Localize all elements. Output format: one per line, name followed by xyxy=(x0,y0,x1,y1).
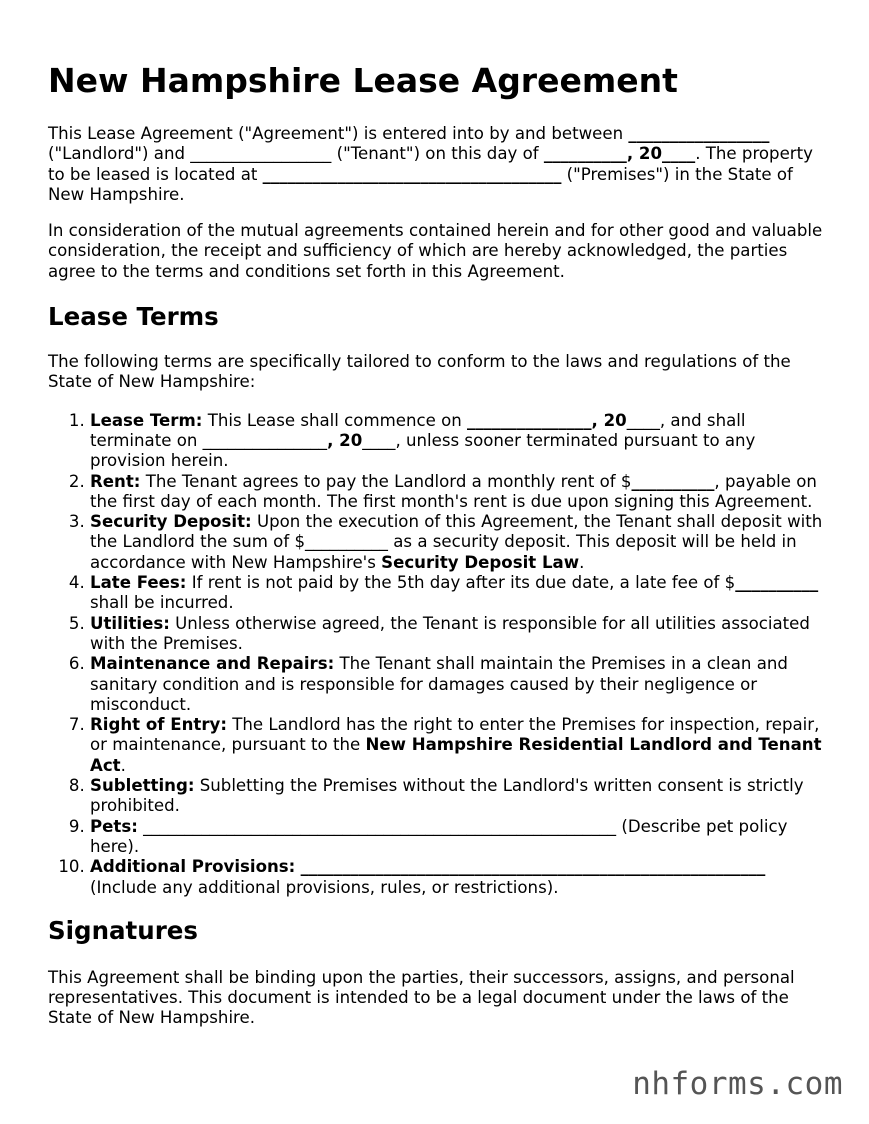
item-label: Utilities: xyxy=(90,613,170,633)
intro-text-2: ("Landlord") and _________________ ("Tenant") on this day of xyxy=(48,144,544,164)
item-text: (Include any additional provisions, rules, or restrictions). xyxy=(90,877,559,897)
date-blank: __________, 20 xyxy=(543,144,663,164)
intro-text-3: . The property to be leased is located at xyxy=(48,144,813,184)
item-label: Right of Entry: xyxy=(90,715,227,735)
item-text: . xyxy=(120,755,126,775)
list-item xyxy=(90,614,823,655)
item-text: The Landlord has the right to enter the Premises for inspection, repair, or maintenance, pursuant to the xyxy=(90,715,820,755)
premises-blank: ____________________________________ xyxy=(262,164,562,184)
list-item xyxy=(90,512,823,573)
list-item xyxy=(90,715,823,776)
item-text: ____, and shall terminate on _______________ xyxy=(90,410,746,450)
item-label: Lease Term: xyxy=(90,410,203,430)
item-label: Security Deposit: xyxy=(90,512,252,532)
item-label: Maintenance and Repairs: xyxy=(90,654,335,674)
item-blank: __________ xyxy=(735,573,819,593)
consideration-paragraph: In consideration of the mutual agreements contained herein and for other good and valuable consideration, the receipt and sufficiency of which are hereby acknowledged, the parties agree to the terms and conditions set forth in this Agreement. xyxy=(48,221,823,281)
item-blank: _______________, 20 xyxy=(467,410,627,430)
item-label: Subletting: xyxy=(90,776,195,796)
item-text: The Tenant shall maintain the Premises in a clean and sanitary condition and is responsible for damages caused by their negligence or misconduct. xyxy=(90,654,788,714)
lease-terms-list xyxy=(48,411,823,898)
list-item xyxy=(90,817,823,858)
item-text: _________________________________________________________ (Describe pet policy here). xyxy=(90,816,788,856)
list-item xyxy=(90,857,823,898)
list-item xyxy=(90,654,823,715)
item-text: Upon the execution of this Agreement, the Tenant shall deposit with the Landlord the sum of $__________ as a security deposit. This deposit will be held in accordance with New Hampshire's xyxy=(90,512,823,572)
lease-terms-lead: The following terms are specifically tailored to conform to the laws and regulations of the State of New Hampshire: xyxy=(48,352,791,392)
item-text: The Tenant agrees to pay the Landlord a monthly rent of $ xyxy=(140,471,632,491)
intro-text-1: This Lease Agreement ("Agreement") is entered into by and between xyxy=(48,124,629,143)
item-label: Pets: xyxy=(90,816,138,836)
item-bold: Security Deposit Law xyxy=(381,552,580,572)
item-text: shall be incurred. xyxy=(90,593,234,613)
item-bold: New Hampshire Residential Landlord and Tenant Act xyxy=(90,735,822,775)
item-text: , payable on the first day of each month. The first month's rent is due upon signing this Agreement. xyxy=(90,471,817,511)
item-label: Rent: xyxy=(90,471,141,491)
item-text: . xyxy=(579,552,585,572)
signatures-paragraph: This Agreement shall be binding upon the parties, their successors, assigns, and personal representatives. This document is intended to be a legal document under the laws of the State of New Hampshire. xyxy=(48,967,795,1028)
item-text: ____, unless sooner terminated pursuant to any provision herein. xyxy=(90,430,756,471)
item-text: If rent is not paid by the 5th day after its due date, a late fee of $ xyxy=(186,573,736,593)
item-blank: ________________________________________________________ xyxy=(300,857,766,877)
intro-paragraph xyxy=(48,124,823,205)
list-item xyxy=(90,472,823,513)
item-text: This Lease shall commence on xyxy=(202,410,468,430)
item-blank: __________ xyxy=(631,471,715,491)
document xyxy=(48,60,823,1029)
intro-text-4: ("Premises") in the State of New Hampshire. xyxy=(48,164,793,204)
lease-terms-heading: Lease Terms xyxy=(48,302,219,332)
item-blank: , 20 xyxy=(327,430,363,450)
page-title: New Hampshire Lease Agreement xyxy=(48,61,678,100)
landlord-blank: _________________ xyxy=(628,124,770,143)
list-item xyxy=(90,573,823,614)
item-text: Subletting the Premises without the Landlord's written consent is strictly prohibited. xyxy=(90,776,804,816)
item-label: Additional Provisions: xyxy=(90,857,296,877)
item-label: Late Fees: xyxy=(90,573,187,593)
item-text: Unless otherwise agreed, the Tenant is responsible for all utilities associated with the Premises. xyxy=(90,613,810,653)
year-blank: ____ xyxy=(662,144,696,164)
signatures-heading: Signatures xyxy=(48,915,198,945)
watermark: nhforms.com xyxy=(632,1066,843,1102)
list-item xyxy=(90,411,823,472)
list-item xyxy=(90,776,823,817)
